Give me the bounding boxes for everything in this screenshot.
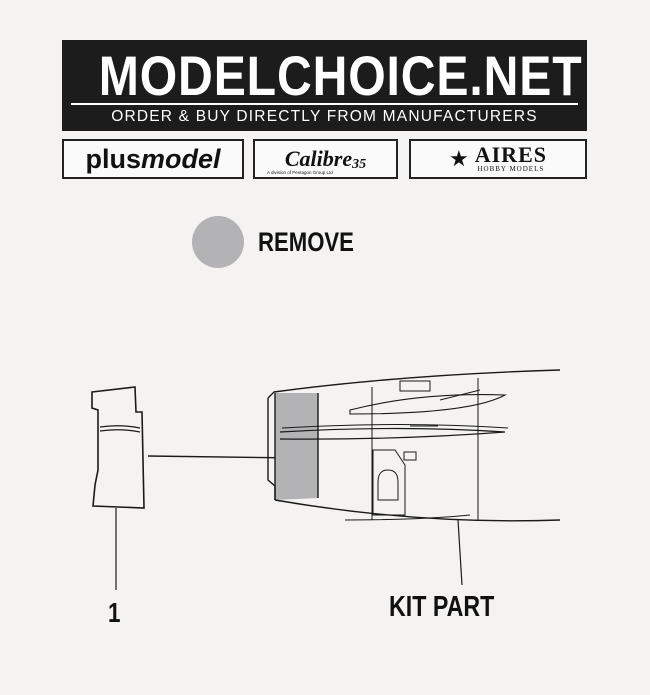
star-icon: ★ — [449, 146, 469, 171]
calibre-number: 35 — [352, 157, 367, 172]
aires-subtext: HOBBY MODELS — [477, 165, 545, 173]
plusmodel-text-model: model — [141, 143, 221, 174]
part-number-label: 1 — [108, 597, 121, 628]
banner-subtitle: ORDER & BUY DIRECTLY FROM MANUFACTURERS — [71, 103, 578, 126]
remove-area — [275, 393, 318, 500]
aires-name: AIRES — [474, 142, 547, 167]
banner-title: MODELCHOICE.NET — [98, 44, 583, 107]
remove-legend-label: REMOVE — [258, 227, 354, 257]
kit-part-fuselage — [268, 370, 560, 521]
leader-line-kit-part — [458, 520, 462, 585]
resin-part-1 — [92, 387, 144, 508]
kit-part-label: KIT PART — [389, 591, 495, 623]
calibre-subtext: A division of Pentagon Group Ltd — [267, 170, 333, 175]
calibre-text: Calibre — [284, 146, 353, 171]
plusmodel-text-plus: plus — [85, 143, 141, 174]
